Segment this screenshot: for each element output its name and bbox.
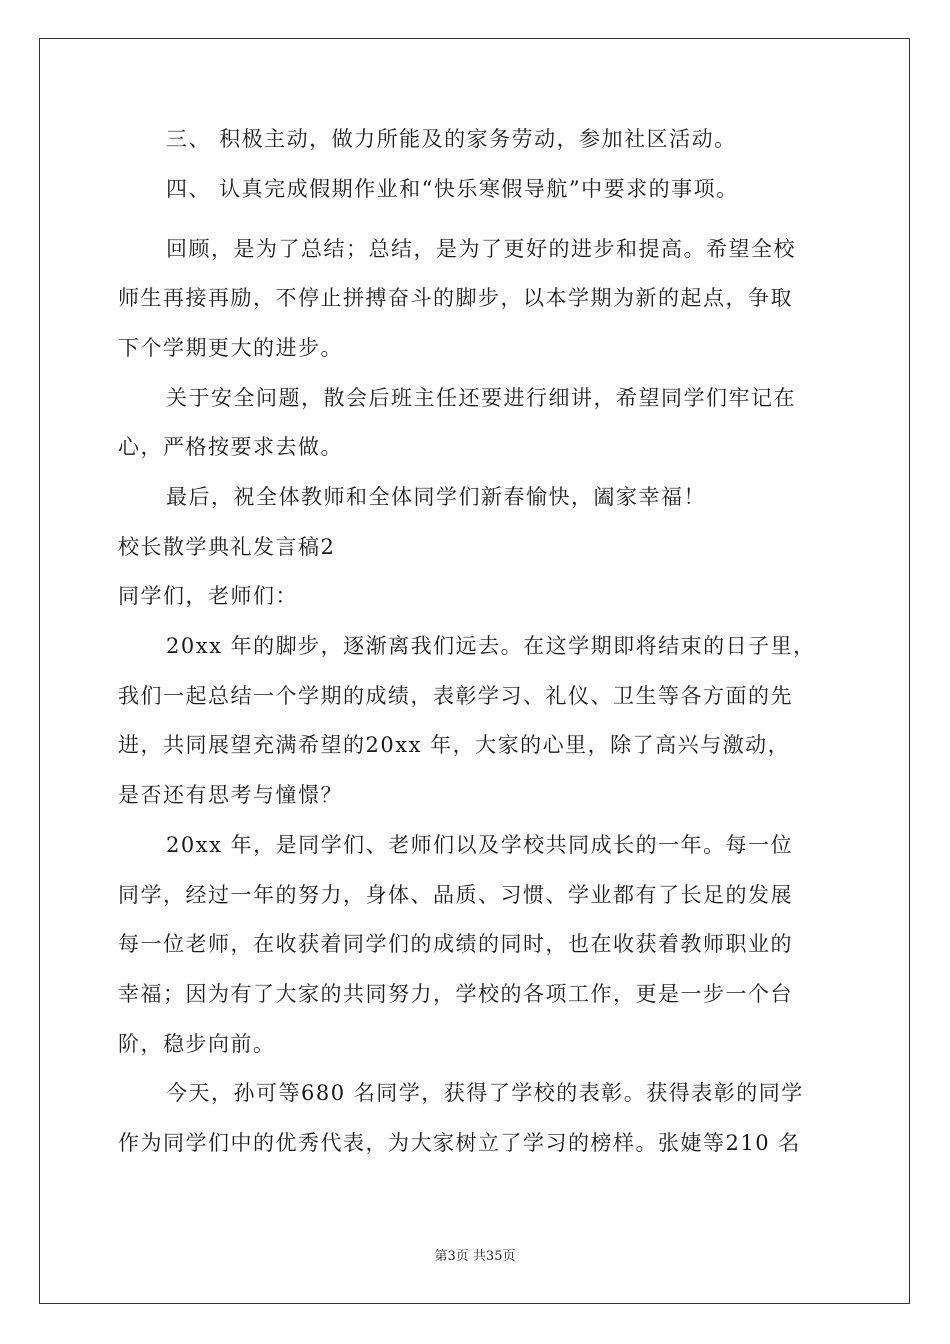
text-line: 今天，孙可等680 名同学，获得了学校的表彰。获得表彰的同学 [166,1081,804,1105]
text-line: 是否还有思考与憧憬？ [118,783,343,807]
section-heading: 校长散学典礼发言稿2 [118,535,336,559]
page-number-footer: 第3页 共35页 [434,1249,516,1264]
text-line: 心，严格按要求去做。 [118,435,343,459]
text-line: 幸福；因为有了大家的共同努力，学校的各项工作，更是一步一个台 [118,982,793,1006]
text-line: 三、 积极主动，做力所能及的家务劳动，参加社区活动。 [166,127,737,151]
text-line: 下个学期更大的进步。 [118,336,343,360]
salutation: 同学们，老师们： [118,584,298,608]
text-line: 我们一起总结一个学期的成绩，表彰学习、礼仪、卫生等各方面的先 [118,684,793,708]
text-line: 回顾，是为了总结；总结，是为了更好的进步和提高。希望全校 [166,237,796,261]
text-line: 进，共同展望充满希望的20xx 年，大家的心里，除了高兴与激动， [118,733,791,757]
text-line: 作为同学们中的优秀代表，为大家树立了学习的榜样。张婕等210 名 [118,1131,801,1155]
text-line: 最后，祝全体教师和全体同学们新春愉快，阖家幸福！ [166,485,706,509]
page-frame [39,38,910,1304]
text-line: 阶，稳步向前。 [118,1032,276,1056]
text-line: 师生再接再励，不停止拼搏奋斗的脚步，以本学期为新的起点，争取 [118,286,793,310]
text-line: 同学，经过一年的努力，身体、品质、习惯、学业都有了长足的发展 [118,883,793,907]
text-line: 四、 认真完成假期作业和“快乐寒假导航”中要求的事项。 [166,177,739,201]
text-line: 每一位老师，在收获着同学们的成绩的同时，也在收获着教师职业的 [118,932,793,956]
text-line: 关于安全问题，散会后班主任还要进行细讲，希望同学们牢记在 [166,386,796,410]
text-line: 20xx 年，是同学们、老师们以及学校共同成长的一年。每一位 [166,833,794,857]
text-line: 20xx 年的脚步，逐渐离我们远去。在这学期即将结束的日子里， [166,634,816,658]
